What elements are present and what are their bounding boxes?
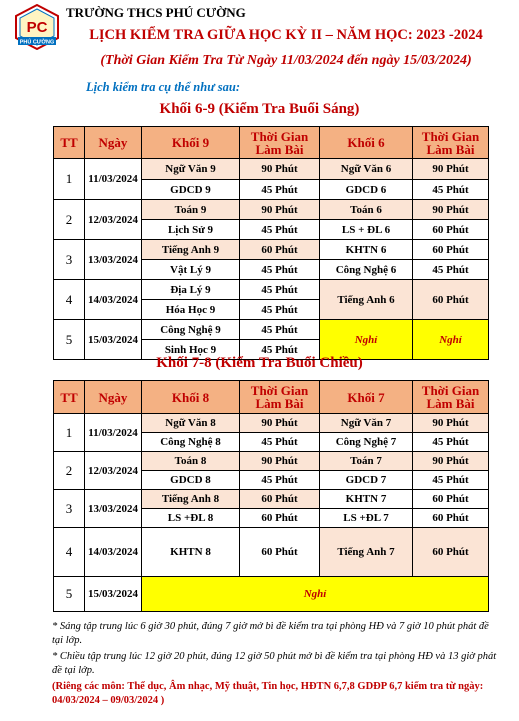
row-date: 14/03/2024 <box>85 528 142 577</box>
subject-cell: GDCD 9 <box>142 180 240 200</box>
header-tt: TT <box>54 381 85 414</box>
row-date: 12/03/2024 <box>85 452 142 490</box>
subject-cell: Ngữ Văn 8 <box>142 414 240 433</box>
notes-section <box>52 620 502 710</box>
rest-cell: Nghỉ <box>320 320 413 360</box>
subject-cell: Công Nghệ 9 <box>142 320 240 340</box>
rest-cell: Nghỉ <box>413 320 489 360</box>
duration-cell: 45 Phút <box>240 280 320 300</box>
header-time: Thời Gian Làm Bài <box>413 381 489 414</box>
row-date: 15/03/2024 <box>85 320 142 360</box>
duration-cell: 60 Phút <box>413 280 489 320</box>
subject-cell: GDCD 8 <box>142 471 240 490</box>
duration-cell: 60 Phút <box>240 528 320 577</box>
table-row <box>54 280 489 300</box>
row-number: 2 <box>54 200 85 240</box>
header-grade-7: Khối 7 <box>320 381 413 414</box>
subject-cell: LS + ĐL 6 <box>320 220 413 240</box>
duration-cell: 60 Phút <box>413 220 489 240</box>
header-day: Ngày <box>85 381 142 414</box>
subject-cell: Toán 9 <box>142 200 240 220</box>
duration-cell: 45 Phút <box>240 260 320 280</box>
duration-cell: 45 Phút <box>413 433 489 452</box>
duration-cell: 90 Phút <box>413 159 489 180</box>
table-row <box>54 577 489 612</box>
subject-cell: GDCD 6 <box>320 180 413 200</box>
header-grade-6: Khối 6 <box>320 127 413 159</box>
duration-cell: 45 Phút <box>240 320 320 340</box>
subject-cell: Ngữ Văn 9 <box>142 159 240 180</box>
row-date: 12/03/2024 <box>85 200 142 240</box>
table-header-row <box>54 381 489 414</box>
row-number: 1 <box>54 159 85 200</box>
subject-cell: Tiếng Anh 6 <box>320 280 413 320</box>
subject-cell: Toán 7 <box>320 452 413 471</box>
duration-cell: 45 Phút <box>240 471 320 490</box>
rest-cell: Nghỉ <box>142 577 489 612</box>
duration-cell: 45 Phút <box>240 180 320 200</box>
subject-cell: Lịch Sử 9 <box>142 220 240 240</box>
duration-cell: 90 Phút <box>240 452 320 471</box>
row-number: 1 <box>54 414 85 452</box>
duration-cell: 60 Phút <box>413 490 489 509</box>
subject-cell: KHTN 6 <box>320 240 413 260</box>
subject-cell: KHTN 7 <box>320 490 413 509</box>
duration-cell: 60 Phút <box>413 509 489 528</box>
subject-cell: Ngữ Văn 7 <box>320 414 413 433</box>
table-row <box>54 320 489 340</box>
logo-letters: PC <box>26 19 48 36</box>
duration-cell: 90 Phút <box>240 200 320 220</box>
duration-cell: 45 Phút <box>413 471 489 490</box>
duration-cell: 60 Phút <box>413 528 489 577</box>
subject-cell: LS +ĐL 7 <box>320 509 413 528</box>
table-row <box>54 452 489 471</box>
header-time: Thời Gian Làm Bài <box>413 127 489 159</box>
row-number: 5 <box>54 320 85 360</box>
duration-cell: 45 Phút <box>240 220 320 240</box>
logo-text: PHÚ CƯỜNG <box>19 39 55 46</box>
duration-cell: 90 Phút <box>240 414 320 433</box>
duration-cell: 45 Phút <box>413 180 489 200</box>
table-row <box>54 414 489 433</box>
subject-cell: Tiếng Anh 8 <box>142 490 240 509</box>
row-number: 3 <box>54 490 85 528</box>
header-grade-9: Khối 9 <box>142 127 240 159</box>
header-tt: TT <box>54 127 85 159</box>
duration-cell: 60 Phút <box>240 509 320 528</box>
duration-cell: 90 Phút <box>413 452 489 471</box>
subject-cell: Ngữ Văn 6 <box>320 159 413 180</box>
table-header-row <box>54 127 489 159</box>
subject-cell: KHTN 8 <box>142 528 240 577</box>
table-row <box>54 159 489 180</box>
subject-cell: Tiếng Anh 7 <box>320 528 413 577</box>
row-number: 2 <box>54 452 85 490</box>
row-date: 11/03/2024 <box>85 159 142 200</box>
row-number: 5 <box>54 577 85 612</box>
duration-cell: 60 Phút <box>240 490 320 509</box>
row-date: 13/03/2024 <box>85 490 142 528</box>
table-row <box>54 490 489 509</box>
subject-cell: Công Nghệ 6 <box>320 260 413 280</box>
table-row <box>54 528 489 577</box>
subject-cell: Tiếng Anh 9 <box>142 240 240 260</box>
school-logo <box>14 4 60 50</box>
subject-cell: Địa Lý 9 <box>142 280 240 300</box>
row-date: 15/03/2024 <box>85 577 142 612</box>
header-grade-8: Khối 8 <box>142 381 240 414</box>
subject-cell: Công Nghệ 8 <box>142 433 240 452</box>
table-row <box>54 240 489 260</box>
row-date: 13/03/2024 <box>85 240 142 280</box>
intro-text: Lịch kiểm tra cụ thể như sau: <box>86 80 241 94</box>
subject-cell: Sinh Học 9 <box>142 340 240 360</box>
row-date: 14/03/2024 <box>85 280 142 320</box>
header-time: Thời Gian Làm Bài <box>240 127 320 159</box>
subject-cell: Toán 8 <box>142 452 240 471</box>
subject-cell: LS +ĐL 8 <box>142 509 240 528</box>
subject-cell: Hóa Học 9 <box>142 300 240 320</box>
subject-cell: GDCD 7 <box>320 471 413 490</box>
row-number: 3 <box>54 240 85 280</box>
afternoon-note: * Chiều tập trung lúc 12 giờ 20 phút, đúng 12 giờ 50 phút mở bì đề kiểm tra tại phòng HĐ và 13 giờ phát đề tại lớp. <box>52 651 497 676</box>
duration-cell: 90 Phút <box>240 159 320 180</box>
page-title: LỊCH KIỂM TRA GIỮA HỌC KỲ II – NĂM HỌC: 2023 -2024 <box>89 27 483 43</box>
subject-cell: Công Nghệ 7 <box>320 433 413 452</box>
afternoon-schedule-table <box>53 380 489 612</box>
duration-cell: 45 Phút <box>413 260 489 280</box>
special-subjects-note: (Riêng các môn: Thể dục, Âm nhạc, Mỹ thuật, Tin học, HĐTN 6,7,8 GDĐP 6,7 kiểm tra từ ngày: 04/03/2024 – 09/03/2024 ) <box>52 681 484 706</box>
subject-cell: Toán 6 <box>320 200 413 220</box>
afternoon-section-title: Khối 7-8 (Kiểm Tra Buổi Chiều) <box>156 355 363 371</box>
row-date: 11/03/2024 <box>85 414 142 452</box>
morning-schedule-table <box>53 126 489 360</box>
duration-cell: 60 Phút <box>240 240 320 260</box>
row-number: 4 <box>54 280 85 320</box>
duration-cell: 45 Phút <box>240 340 320 360</box>
duration-cell: 45 Phút <box>240 300 320 320</box>
school-name: TRƯỜNG THCS PHÚ CƯỜNG <box>66 5 246 20</box>
page-subtitle: (Thời Gian Kiểm Tra Từ Ngày 11/03/2024 đến ngày 15/03/2024) <box>100 53 472 68</box>
morning-section-title: Khối 6-9 (Kiểm Tra Buổi Sáng) <box>159 101 360 117</box>
row-number: 4 <box>54 528 85 577</box>
morning-note: * Sáng tập trung lúc 6 giờ 30 phút, đúng 7 giờ mở bì đề kiểm tra tại phòng HĐ và 7 giờ 10 phút phát đề tại lớp. <box>52 621 489 646</box>
duration-cell: 45 Phút <box>240 433 320 452</box>
header-day: Ngày <box>85 127 142 159</box>
duration-cell: 60 Phút <box>413 240 489 260</box>
header-time: Thời Gian Làm Bài <box>240 381 320 414</box>
duration-cell: 90 Phút <box>413 200 489 220</box>
duration-cell: 90 Phút <box>413 414 489 433</box>
subject-cell: Vật Lý 9 <box>142 260 240 280</box>
table-row <box>54 200 489 220</box>
